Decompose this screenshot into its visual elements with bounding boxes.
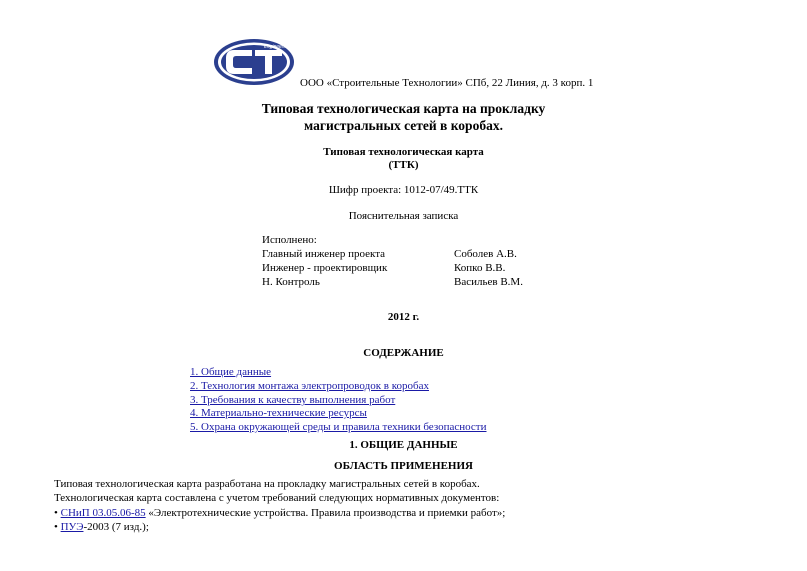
signatures-heading: Исполнено: — [262, 234, 317, 246]
signature-name: Соболев А.В. — [454, 248, 517, 260]
toc-link-safety[interactable]: 5. Охрана окружающей среды и правила техники безопасности — [190, 421, 487, 433]
section1-paragraph: Типовая технологическая карта разработана на прокладку магистральных сетей в коробах. — [54, 478, 480, 490]
normative-list-item — [54, 521, 149, 533]
subtitle-line1: Типовая технологическая карта — [323, 146, 484, 158]
signature-role: Инженер - проектировщик — [262, 262, 388, 274]
toc-heading: СОДЕРЖАНИЕ — [363, 347, 444, 359]
pue-link[interactable]: ПУЭ — [60, 521, 84, 533]
signature-role: Главный инженер проекта — [262, 248, 386, 260]
list-item-text: -2003 (7 изд.); — [83, 521, 149, 533]
toc-link-general-data[interactable]: 1. Общие данные — [190, 366, 272, 378]
section1-subheading: ОБЛАСТЬ ПРИМЕНЕНИЯ — [334, 460, 473, 472]
section1-paragraph: Технологическая карта составлена с учетом требований следующих нормативных документов: — [54, 492, 500, 504]
toc-link-resources[interactable]: 4. Материально-технические ресурсы — [190, 407, 367, 419]
document-title-line1: Типовая технологическая карта на прокладку — [261, 101, 546, 116]
document-year: 2012 г. — [387, 311, 420, 323]
logo-text: engineering — [264, 44, 291, 50]
signature-role: Н. Контроль — [262, 276, 320, 288]
section1-heading: 1. ОБЩИЕ ДАННЫЕ — [349, 439, 458, 451]
signature-name: Васильев В.М. — [454, 276, 523, 288]
document-title-line2: магистральных сетей в коробах. — [304, 118, 503, 133]
bullet-icon: • — [54, 521, 61, 533]
bullet-icon: • — [54, 507, 61, 519]
explanatory-note: Пояснительная записка — [348, 210, 459, 222]
subtitle-line2: (ТТК) — [388, 159, 419, 171]
project-code: Шифр проекта: 1012-07/49.ТТК — [328, 184, 479, 196]
signature-name: Копко В.В. — [454, 262, 506, 274]
snip-link[interactable]: СНиП 03.05.06-85 — [60, 507, 146, 519]
company-address: ООО «Строительные Технологии» СПб, 22 Линия, д. 3 корп. 1 — [300, 77, 594, 89]
list-item-text: «Электротехнические устройства. Правила производства и приемки работ»; — [145, 507, 506, 519]
normative-list-item — [54, 507, 505, 519]
toc-link-quality-requirements[interactable]: 3. Требования к качеству выполнения работ — [190, 394, 396, 406]
toc-link-installation-technology[interactable]: 2. Технология монтажа электропроводок в коробах — [190, 380, 430, 392]
company-logo — [212, 37, 296, 87]
